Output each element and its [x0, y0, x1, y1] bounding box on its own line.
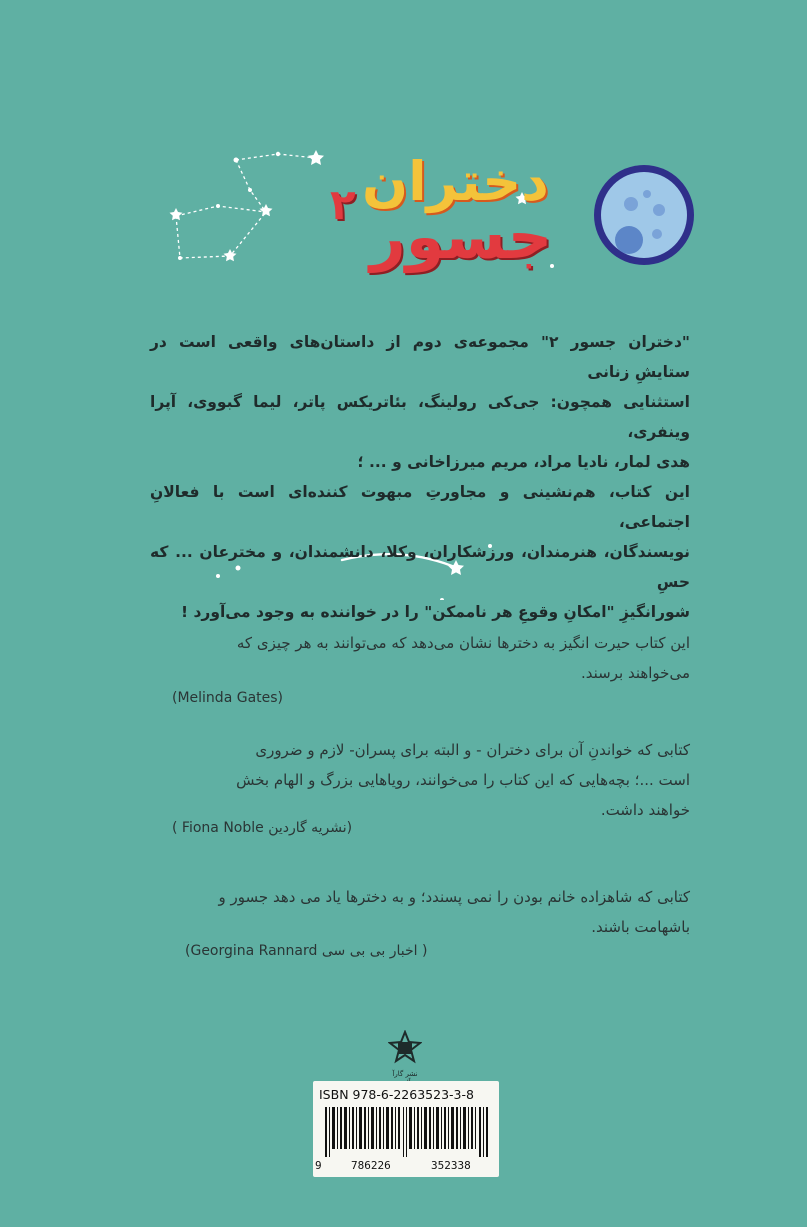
quote-line: کتابی که شاهزاده خانم بودن را نمی پسندد؛ و به دخترها یاد می دهد جسور و [218, 888, 690, 906]
star-icon [308, 150, 324, 165]
quote-line: باشهامت باشند. [591, 918, 690, 936]
quote-source: (نشریه گاردین Fiona Noble ) [172, 820, 353, 836]
intro-line: شورانگیزِ "امکانِ وقوعِ هر ناممکن" را در خواننده به وجود می‌آورد ! [181, 603, 690, 621]
quote-source: ( اخبار بی بی سی Georgina Rannard) [185, 943, 428, 959]
intro-paragraph [150, 327, 690, 627]
publisher-name: نشر گارآ [392, 1070, 418, 1078]
intro-line: هدی لمار، نادیا مراد، مریم میرزاخانی و ... ؛ [357, 453, 690, 471]
quote-fiona-noble [160, 735, 690, 825]
quote-line: می‌خواهند برسند. [581, 664, 690, 682]
barcode-digits-left: 786226 [351, 1159, 391, 1172]
intro-line: این کتاب، هم‌نشینی و مجاورتِ مبهوت کننده‌ای است با فعالانِ اجتماعی، [150, 483, 690, 531]
quote-source: (Melinda Gates) [172, 690, 284, 706]
quote-line: این کتاب حیرت انگیز به دخترها نشان می‌دهد که می‌توانند به هر چیزی که [236, 634, 690, 652]
quote-line: کتابی که خواندنِ آن برای دختران - و البته برای پسران- لازم و ضروری [255, 741, 690, 759]
logo-title-line2: جسور [370, 200, 553, 273]
logo-volume-number: ۲ [330, 180, 356, 229]
star-icon [260, 204, 273, 216]
barcode-sticker [313, 1081, 499, 1177]
isbn-label: ISBN 978-6-2263523-3-8 [319, 1087, 474, 1102]
moon-icon [589, 160, 699, 270]
publisher-logo [388, 1030, 422, 1086]
barcode-bars [325, 1107, 489, 1157]
publisher-star-icon [388, 1030, 422, 1064]
intro-line: "دختران جسور ۲" مجموعه‌ی دوم از داستان‌های واقعی است در ستایشِ زنانی [150, 333, 690, 381]
quote-line: خواهند داشت. [600, 801, 690, 819]
barcode-digit-first: 9 [315, 1159, 322, 1172]
barcode-digits-right: 352338 [431, 1159, 471, 1172]
star-icon [224, 249, 237, 261]
intro-line: استثنایی همچون: جی‌کی رولینگ، بئاتریکس پاتر، لیما گبووی، آپرا وینفری، [150, 393, 690, 441]
quote-line: است ...؛ بچه‌هایی که این کتاب را می‌خوانند، رویاهایی بزرگ و الهام بخش [236, 771, 690, 789]
quote-georgina-rannard [160, 882, 690, 942]
intro-line: نویسندگان، هنرمندان، ورزشکاران، وکلا، دانشمندان، و مخترعان ... که حسِ [150, 543, 690, 591]
quote-melinda-gates [160, 628, 690, 688]
logo-title-line1: دختران [362, 150, 549, 213]
